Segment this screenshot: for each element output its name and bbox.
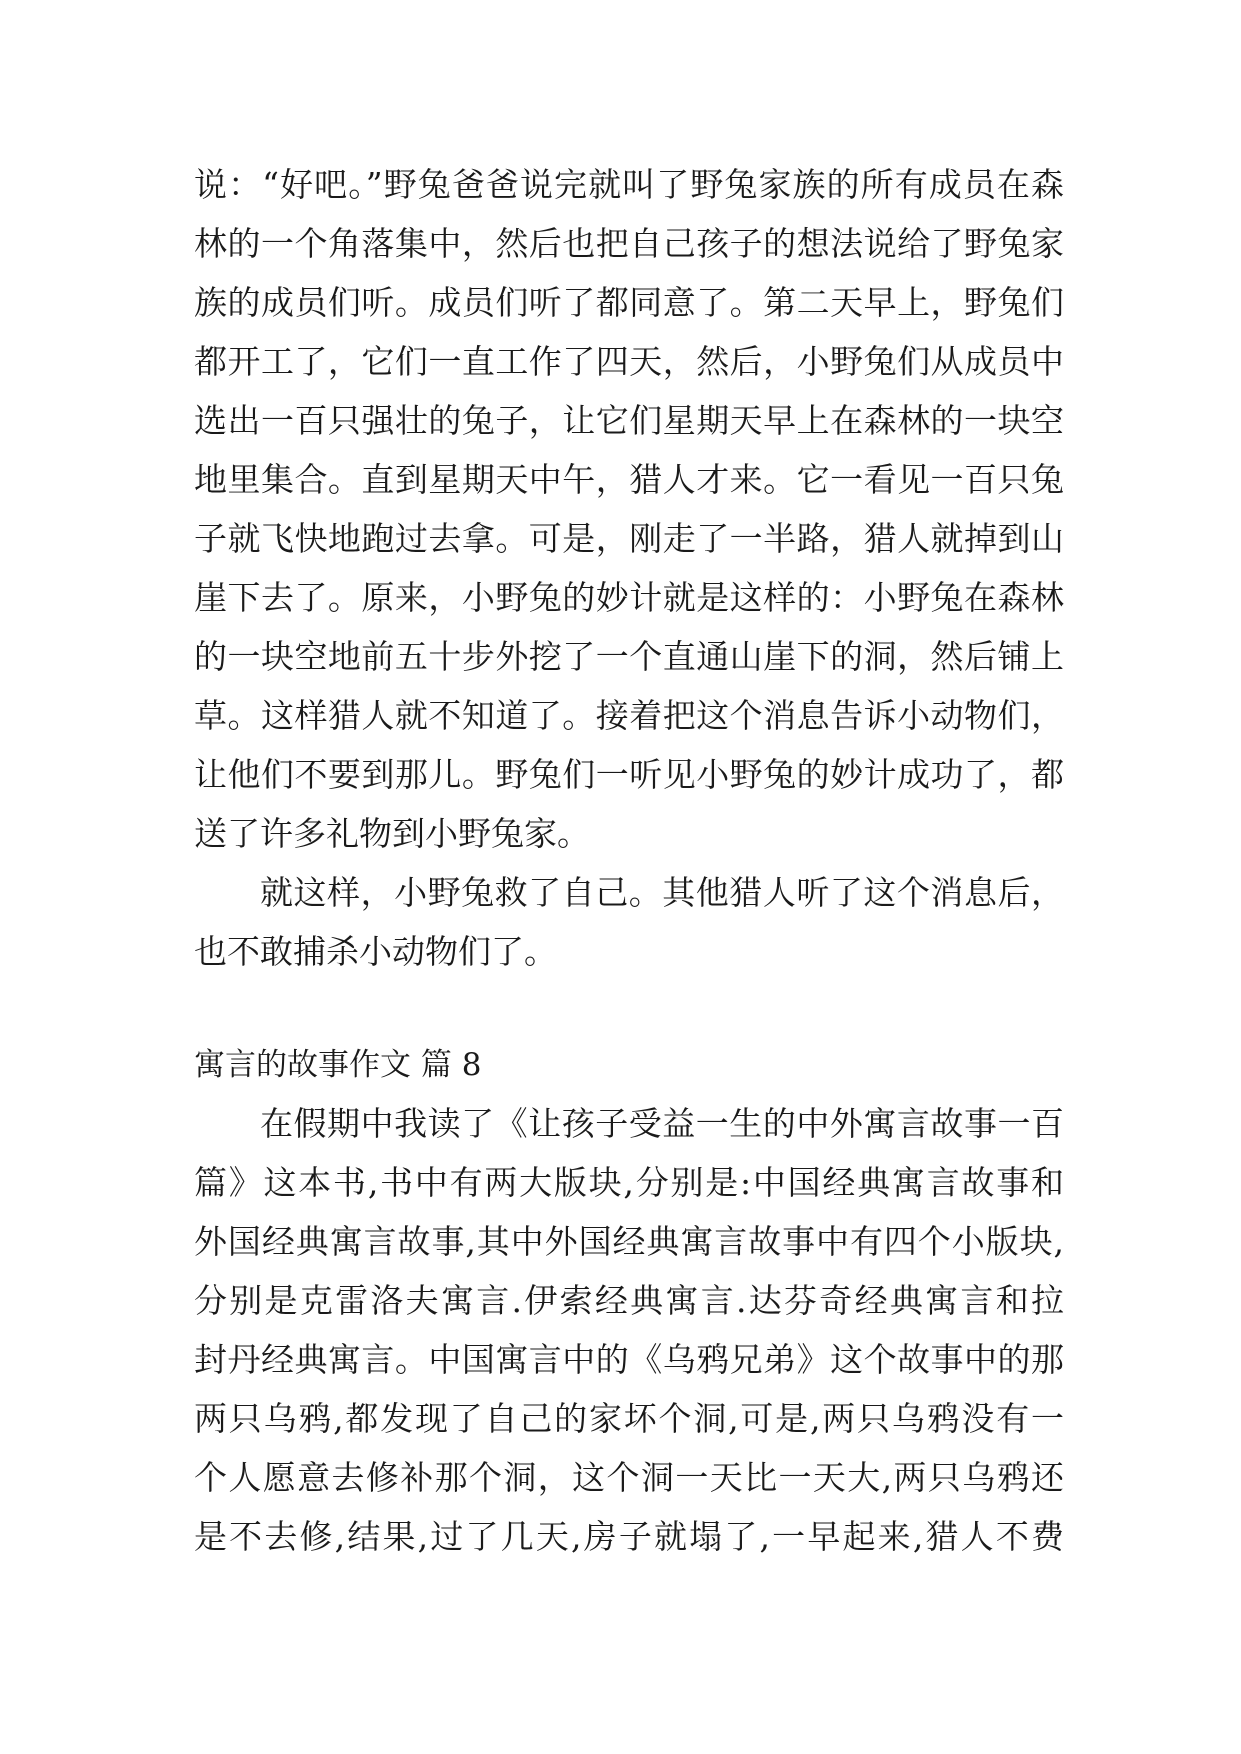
paragraph-1-line-2: 林的一个角落集中，然后也把自己孩子的想法说给了野兔家 (194, 224, 1064, 263)
paragraph-1-line-5: 选出一百只强壮的兔子，让它们星期天早上在森林的一块空 (194, 401, 1064, 440)
paragraph-3-line-5: 封丹经典寓言。中国寓言中的《乌鸦兄弟》这个故事中的那 (194, 1340, 1064, 1379)
paragraph-3-line-7: 个人愿意去修补那个洞，这个洞一天比一天大,两只乌鸦还 (194, 1458, 1064, 1497)
paragraph-3-line-6: 两只乌鸦,都发现了自己的家坏个洞,可是,两只乌鸦没有一 (194, 1399, 1064, 1438)
paragraph-1-line-11: 让他们不要到那儿。野兔们一听见小野兔的妙计成功了，都 (194, 755, 1064, 794)
paragraph-1-line-9: 的一块空地前五十步外挖了一个直通山崖下的洞，然后铺上 (194, 637, 1064, 676)
paragraph-1-line-6: 地里集合。直到星期天中午，猎人才来。它一看见一百只兔 (194, 460, 1064, 499)
paragraph-1-line-3: 族的成员们听。成员们听了都同意了。第二天早上，野兔们 (194, 283, 1064, 322)
paragraph-1-line-4: 都开工了，它们一直工作了四天，然后，小野兔们从成员中 (194, 342, 1064, 381)
paragraph-3-line-8: 是不去修,结果,过了几天,房子就塌了,一早起来,猎人不费 (194, 1517, 1064, 1556)
paragraph-1-line-10: 草。这样猎人就不知道了。接着把这个消息告诉小动物们， (194, 696, 1064, 735)
paragraph-3-line-1: 在假期中我读了《让孩子受益一生的中外寓言故事一百 (260, 1104, 1064, 1143)
paragraph-3-line-4: 分别是克雷洛夫寓言.伊索经典寓言.达芬奇经典寓言和拉 (194, 1281, 1064, 1320)
paragraph-1-line-8: 崖下去了。原来，小野兔的妙计就是这样的：小野兔在森林 (194, 578, 1064, 617)
paragraph-1-line-7: 子就飞快地跑过去拿。可是，刚走了一半路，猎人就掉到山 (194, 519, 1064, 558)
paragraph-1-line-12: 送了许多礼物到小野兔家。 (194, 814, 590, 853)
section-heading: 寓言的故事作文 篇 8 (194, 1047, 482, 1083)
paragraph-2-line-1: 就这样，小野兔救了自己。其他猎人听了这个消息后， (260, 873, 1064, 912)
paragraph-3-line-2: 篇》这本书,书中有两大版块,分别是:中国经典寓言故事和 (194, 1163, 1064, 1202)
paragraph-1-line-1: 说：“好吧。”野兔爸爸说完就叫了野兔家族的所有成员在森 (194, 165, 1064, 204)
paragraph-3-line-3: 外国经典寓言故事,其中外国经典寓言故事中有四个小版块, (194, 1222, 1064, 1261)
paragraph-2-line-2: 也不敢捕杀小动物们了。 (194, 932, 557, 971)
